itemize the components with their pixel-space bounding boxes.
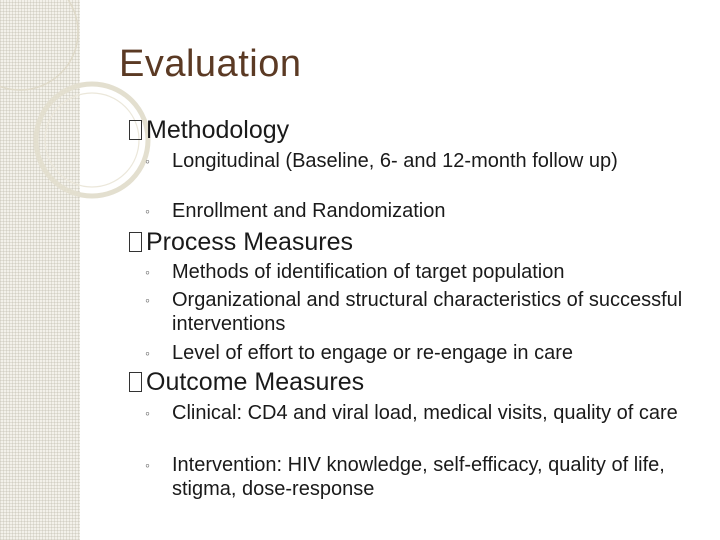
circle-bullet-icon: ◦ bbox=[145, 457, 150, 473]
list-item-text: Organizational and structural characteristics of successful interventions bbox=[172, 289, 683, 335]
circle-bullet-icon: ◦ bbox=[145, 203, 150, 219]
list-item bbox=[145, 341, 712, 365]
section-heading-label: Process Measures bbox=[146, 228, 354, 256]
list-item-text: Longitudinal (Baseline, 6- and 12-month follow up) bbox=[172, 150, 618, 172]
list-item bbox=[145, 149, 712, 173]
section-heading-label: Outcome Measures bbox=[146, 368, 365, 396]
list-item-text: Methods of identification of target population bbox=[172, 261, 565, 283]
decorative-circles bbox=[0, 0, 200, 220]
circle-bullet-icon: ◦ bbox=[145, 345, 150, 361]
section-heading-outcome-measures bbox=[129, 368, 364, 396]
list-item-text: Enrollment and Randomization bbox=[172, 200, 446, 222]
list-item-text: Intervention: HIV knowledge, self-efficacy, quality of life, stigma, dose-response bbox=[172, 454, 665, 500]
section-heading-methodology bbox=[129, 116, 289, 144]
list-item bbox=[145, 260, 712, 284]
list-item bbox=[145, 453, 712, 501]
circle-bullet-icon: ◦ bbox=[145, 405, 150, 421]
square-bullet-icon bbox=[129, 372, 142, 392]
square-bullet-icon bbox=[129, 232, 142, 252]
circle-bullet-icon: ◦ bbox=[145, 153, 150, 169]
list-item bbox=[145, 199, 712, 223]
circle-bullet-icon: ◦ bbox=[145, 292, 150, 308]
list-item bbox=[145, 401, 712, 425]
list-item-text: Level of effort to engage or re-engage in care bbox=[172, 342, 574, 364]
list-item-text: Clinical: CD4 and viral load, medical visits, quality of care bbox=[172, 402, 678, 424]
square-bullet-icon bbox=[129, 120, 142, 140]
list-item bbox=[145, 288, 712, 336]
slide-title: Evaluation bbox=[119, 43, 302, 85]
section-heading-label: Methodology bbox=[146, 116, 290, 144]
circle-bullet-icon: ◦ bbox=[145, 264, 150, 280]
section-heading-process-measures bbox=[129, 228, 353, 256]
